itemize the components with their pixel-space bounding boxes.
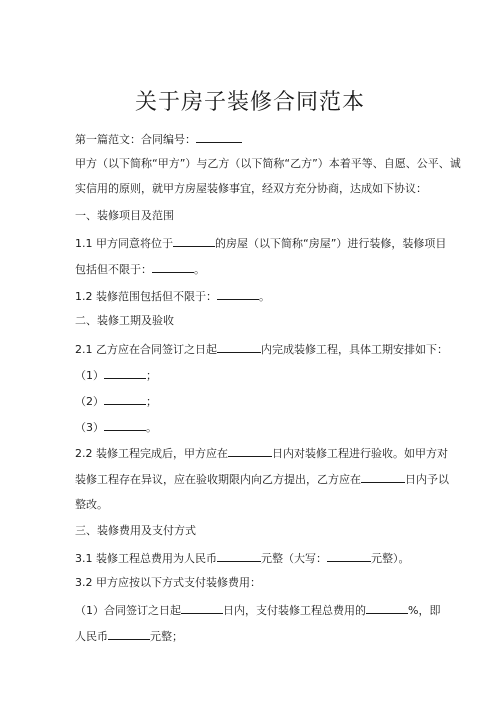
- blank-field: [217, 287, 259, 300]
- schedule-item-2: （2） ；: [75, 392, 435, 410]
- clause-3-1: 3.1 装修工程总费用为人民币 元整（大写： 元整）。: [75, 549, 435, 567]
- clause-1-2: 1.2 装修范围包括但不限于： 。: [75, 287, 435, 305]
- blank-field: [181, 601, 223, 614]
- blank-field: [327, 549, 371, 562]
- blank-field: [196, 130, 242, 143]
- blank-field: [228, 444, 272, 457]
- clause-3-2: 3.2 甲方应按以下方式支付装修费用：: [75, 576, 261, 589]
- blank-field: [173, 234, 215, 247]
- blank-field: [108, 627, 150, 640]
- section-heading-1: 一、装修项目及范围: [75, 209, 174, 222]
- clause-1-1: 1.1 甲方同意将位于 的房屋（以下简称“房屋”）进行装修，装修项目: [75, 234, 435, 252]
- blank-field: [217, 340, 261, 353]
- clause-2-1: 2.1 乙方应在合同签订之日起 内完成装修工程，具体工期安排如下：: [75, 340, 435, 358]
- clause-2-2-cont: 装修工程存在异议，应在验收期限内向乙方提出，乙方应在 日内予以: [75, 470, 435, 488]
- document-title: 关于房子装修合同范本: [134, 90, 365, 115]
- paragraph-intro-2: 实信用的原则，就甲方房屋装修事宜，经双方充分协商，达成如下协议：: [75, 182, 427, 195]
- blank-field: [104, 418, 146, 431]
- section-heading-2: 二、装修工期及验收: [75, 314, 174, 327]
- blank-field: [104, 366, 146, 379]
- schedule-item-1: （1） ；: [75, 366, 435, 384]
- blank-field: [104, 392, 146, 405]
- blank-field: [366, 601, 408, 614]
- blank-field: [217, 549, 261, 562]
- blank-field: [152, 260, 194, 273]
- schedule-item-3: （3） 。: [75, 418, 435, 436]
- section-heading-3: 三、装修费用及支付方式: [75, 524, 196, 537]
- line-contract-number: 第一篇范文：合同编号：: [75, 130, 435, 148]
- clause-2-2: 2.2 装修工程完成后，甲方应在 日内对装修工程进行验收。如甲方对: [75, 444, 435, 462]
- clause-1-1-cont: 包括但不限于： 。: [75, 260, 435, 278]
- paragraph-intro-1: 甲方（以下简称“甲方”）与乙方（以下简称“乙方”）本着平等、自愿、公平、诚: [75, 157, 461, 170]
- payment-item-1: （1）合同签订之日起 日内，支付装修工程总费用的 %，即: [75, 601, 435, 619]
- payment-item-1-cont: 人民币 元整；: [75, 627, 435, 645]
- clause-2-2-end: 整改。: [75, 498, 108, 511]
- blank-field: [361, 470, 405, 483]
